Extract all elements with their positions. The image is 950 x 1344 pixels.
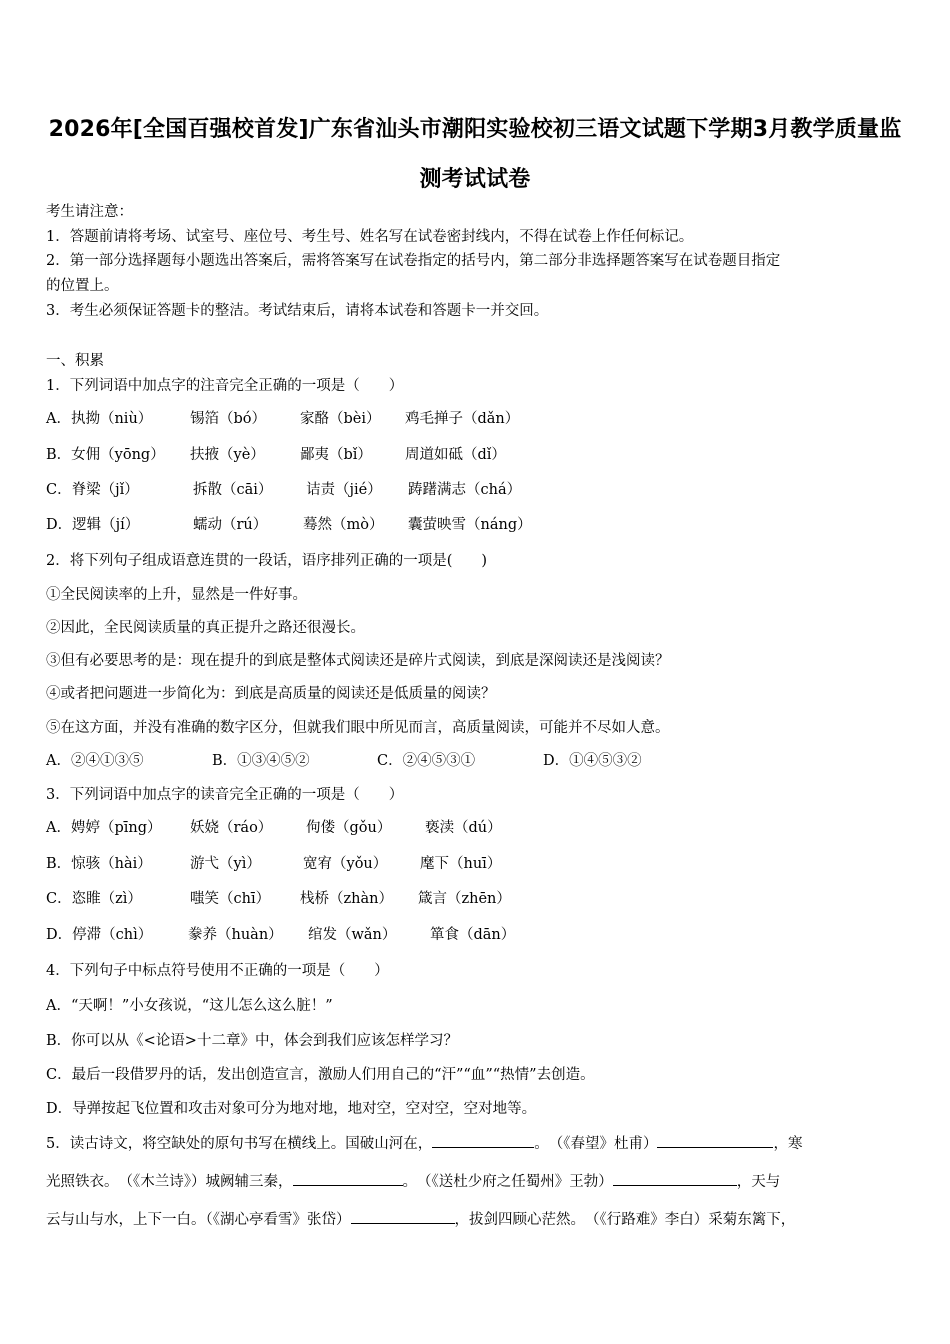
- q2-sentence-1: ①全民阅读率的上升，显然是一件好事。: [46, 587, 307, 603]
- q2-stem: 2．将下列句子组成语意连贯的一段话，语序排列正确的一项是( ): [46, 553, 488, 569]
- q5-blank-1[interactable]: [432, 1133, 534, 1148]
- q3-option-d-4: 箪食（dān）: [430, 927, 516, 943]
- q5-line-2: [46, 1171, 780, 1192]
- q1-option-c-4: 踌躇满志（chá）: [408, 482, 522, 498]
- q3-option-a-2: 妖娆（ráo）: [190, 820, 273, 836]
- q5-text-7: 云与山与水，上下一白。（《湖心亭看雪》张岱）: [46, 1212, 351, 1228]
- q1-option-c-2: 拆散（cāi）: [193, 482, 273, 498]
- q4-option-a: A．“天啊！”小女孩说，“这儿怎么这么脏！”: [46, 998, 333, 1014]
- q5-text-2: 。 （《春望》杜甫）: [534, 1136, 658, 1152]
- q5-blank-4[interactable]: [613, 1171, 737, 1186]
- q2-option-c: C．②④⑤③①: [377, 753, 476, 769]
- q1-option-a-3: 家酪（bèi）: [300, 411, 381, 427]
- exam-title-line2: 测考试试卷: [419, 167, 531, 192]
- q3-option-a-3: 佝偻（gǒu）: [306, 820, 392, 836]
- q4-option-b: B．你可以从《<论语>十二章》中，体会到我们应该怎样学习？: [46, 1033, 458, 1049]
- notice-item-1: 1．答题前请将考场、试室号、座位号、考生号、姓名写在试卷密封线内，不得在试卷上作任何标记。: [46, 229, 694, 245]
- q3-option-b-2: 游弋（yì）: [190, 856, 261, 872]
- q3-option-c-3: 栈桥（zhàn）: [300, 891, 393, 907]
- q5-line-3: [46, 1209, 795, 1230]
- q5-text-6: ，天与: [736, 1174, 781, 1190]
- q2-option-a: A．②④①③⑤: [46, 753, 144, 769]
- q3-option-a-4: 亵渎（dú）: [425, 820, 502, 836]
- q5-blank-3[interactable]: [293, 1171, 403, 1186]
- exam-title-line1: 2026年[全国百强校首发]广东省汕头市潮阳实验校初三语文试题下学期3月教学质量监: [48, 117, 902, 142]
- q1-option-d-2: 蠕动（rú）: [193, 517, 268, 533]
- q5-line-1: [46, 1133, 802, 1154]
- q3-option-d-3: 绾发（wǎn）: [308, 927, 397, 943]
- q5-blank-2[interactable]: [657, 1133, 773, 1148]
- q4-option-d: D．导弹按起飞位置和攻击对象可分为地对地，地对空，空对空，空对地等。: [46, 1101, 537, 1117]
- section-heading: 一、积累: [46, 353, 104, 369]
- q3-option-b-4: 麾下（huī）: [420, 856, 502, 872]
- q1-option-c-1: C．脊梁（jǐ）: [46, 482, 139, 498]
- q1-option-d-1: D．逻辑（jí）: [46, 517, 140, 533]
- q1-option-a-4: 鸡毛掸子（dǎn）: [405, 411, 520, 427]
- q1-option-d-4: 囊萤映雪（náng）: [408, 517, 532, 533]
- q4-option-c: C．最后一段借罗丹的话，发出创造宣言，激励人们用自己的“汗”“血”“热情”去创造。: [46, 1067, 595, 1083]
- q3-option-b-1: B．惊骇（hài）: [46, 856, 152, 872]
- q3-option-c-4: 箴言（zhēn）: [418, 891, 511, 907]
- q1-option-a-1: A．执拗（niù）: [46, 411, 153, 427]
- q2-sentence-2: ②因此，全民阅读质量的真正提升之路还很漫长。: [46, 620, 365, 636]
- q5-text-8: ，拔剑四顾心茫然。 （《行路难》李白）采菊东篱下，: [454, 1212, 796, 1228]
- q3-option-d-1: D．停滞（chì）: [46, 927, 153, 943]
- q1-stem: 1．下列词语中加点字的注音完全正确的一项是（ ）: [46, 378, 404, 394]
- q2-sentence-3: ③但有必要思考的是：现在提升的到底是整体式阅读还是碎片式阅读，到底是深阅读还是浅阅读？: [46, 653, 670, 669]
- notice-heading: 考生请注意：: [46, 204, 133, 220]
- q1-option-c-3: 诘责（jié）: [306, 482, 382, 498]
- notice-item-3: 3．考生必须保证答题卡的整洁。考试结束后，请将本试卷和答题卡一并交回。: [46, 303, 549, 319]
- q5-text-5: 。 （《送杜少府之任蜀州》王勃）: [402, 1174, 613, 1190]
- q1-option-b-3: 鄙夷（bǐ）: [300, 447, 372, 463]
- q4-stem: 4．下列句子中标点符号使用不正确的一项是（ ）: [46, 963, 389, 979]
- q1-option-d-3: 蓦然（mò）: [303, 517, 384, 533]
- q5-text-3: ，寒: [773, 1136, 803, 1152]
- q3-option-c-2: 嗤笑（chī）: [190, 891, 271, 907]
- q5-blank-5[interactable]: [351, 1209, 455, 1224]
- q2-sentence-4: ④或者把问题进一步简化为：到底是高质量的阅读还是低质量的阅读？: [46, 686, 496, 702]
- q3-stem: 3．下列词语中加点字的读音完全正确的一项是（ ）: [46, 787, 404, 803]
- q2-option-b: B．①③④⑤②: [212, 753, 310, 769]
- q2-sentence-5: ⑤在这方面，并没有准确的数字区分，但就我们眼中所见而言，高质量阅读，可能并不尽如人意。: [46, 720, 670, 736]
- notice-item-2: 2．第一部分选择题每小题选出答案后，需将答案写在试卷指定的括号内，第二部分非选择题答案写在试卷题目指定: [46, 253, 781, 269]
- q3-option-b-3: 宽宥（yǒu）: [303, 856, 388, 872]
- q5-text-4: 光照铁衣。 （《木兰诗》）城阙辅三秦，: [46, 1174, 293, 1190]
- q3-option-d-2: 豢养（huàn）: [188, 927, 283, 943]
- q1-option-a-2: 锡箔（bó）: [190, 411, 267, 427]
- q3-option-c-1: C．恣睢（zì）: [46, 891, 142, 907]
- q2-option-d: D．①④⑤③②: [543, 753, 642, 769]
- notice-item-2-cont: 的位置上。: [46, 278, 119, 294]
- q3-option-a-1: A．娉婷（pīng）: [46, 820, 162, 836]
- q5-text-1: 5．读古诗文，将空缺处的原句书写在横线上。国破山河在，: [46, 1136, 433, 1152]
- q1-option-b-1: B．女佣（yōng）: [46, 447, 165, 463]
- q1-option-b-2: 扶掖（yè）: [190, 447, 265, 463]
- q1-option-b-4: 周道如砥（dǐ）: [405, 447, 506, 463]
